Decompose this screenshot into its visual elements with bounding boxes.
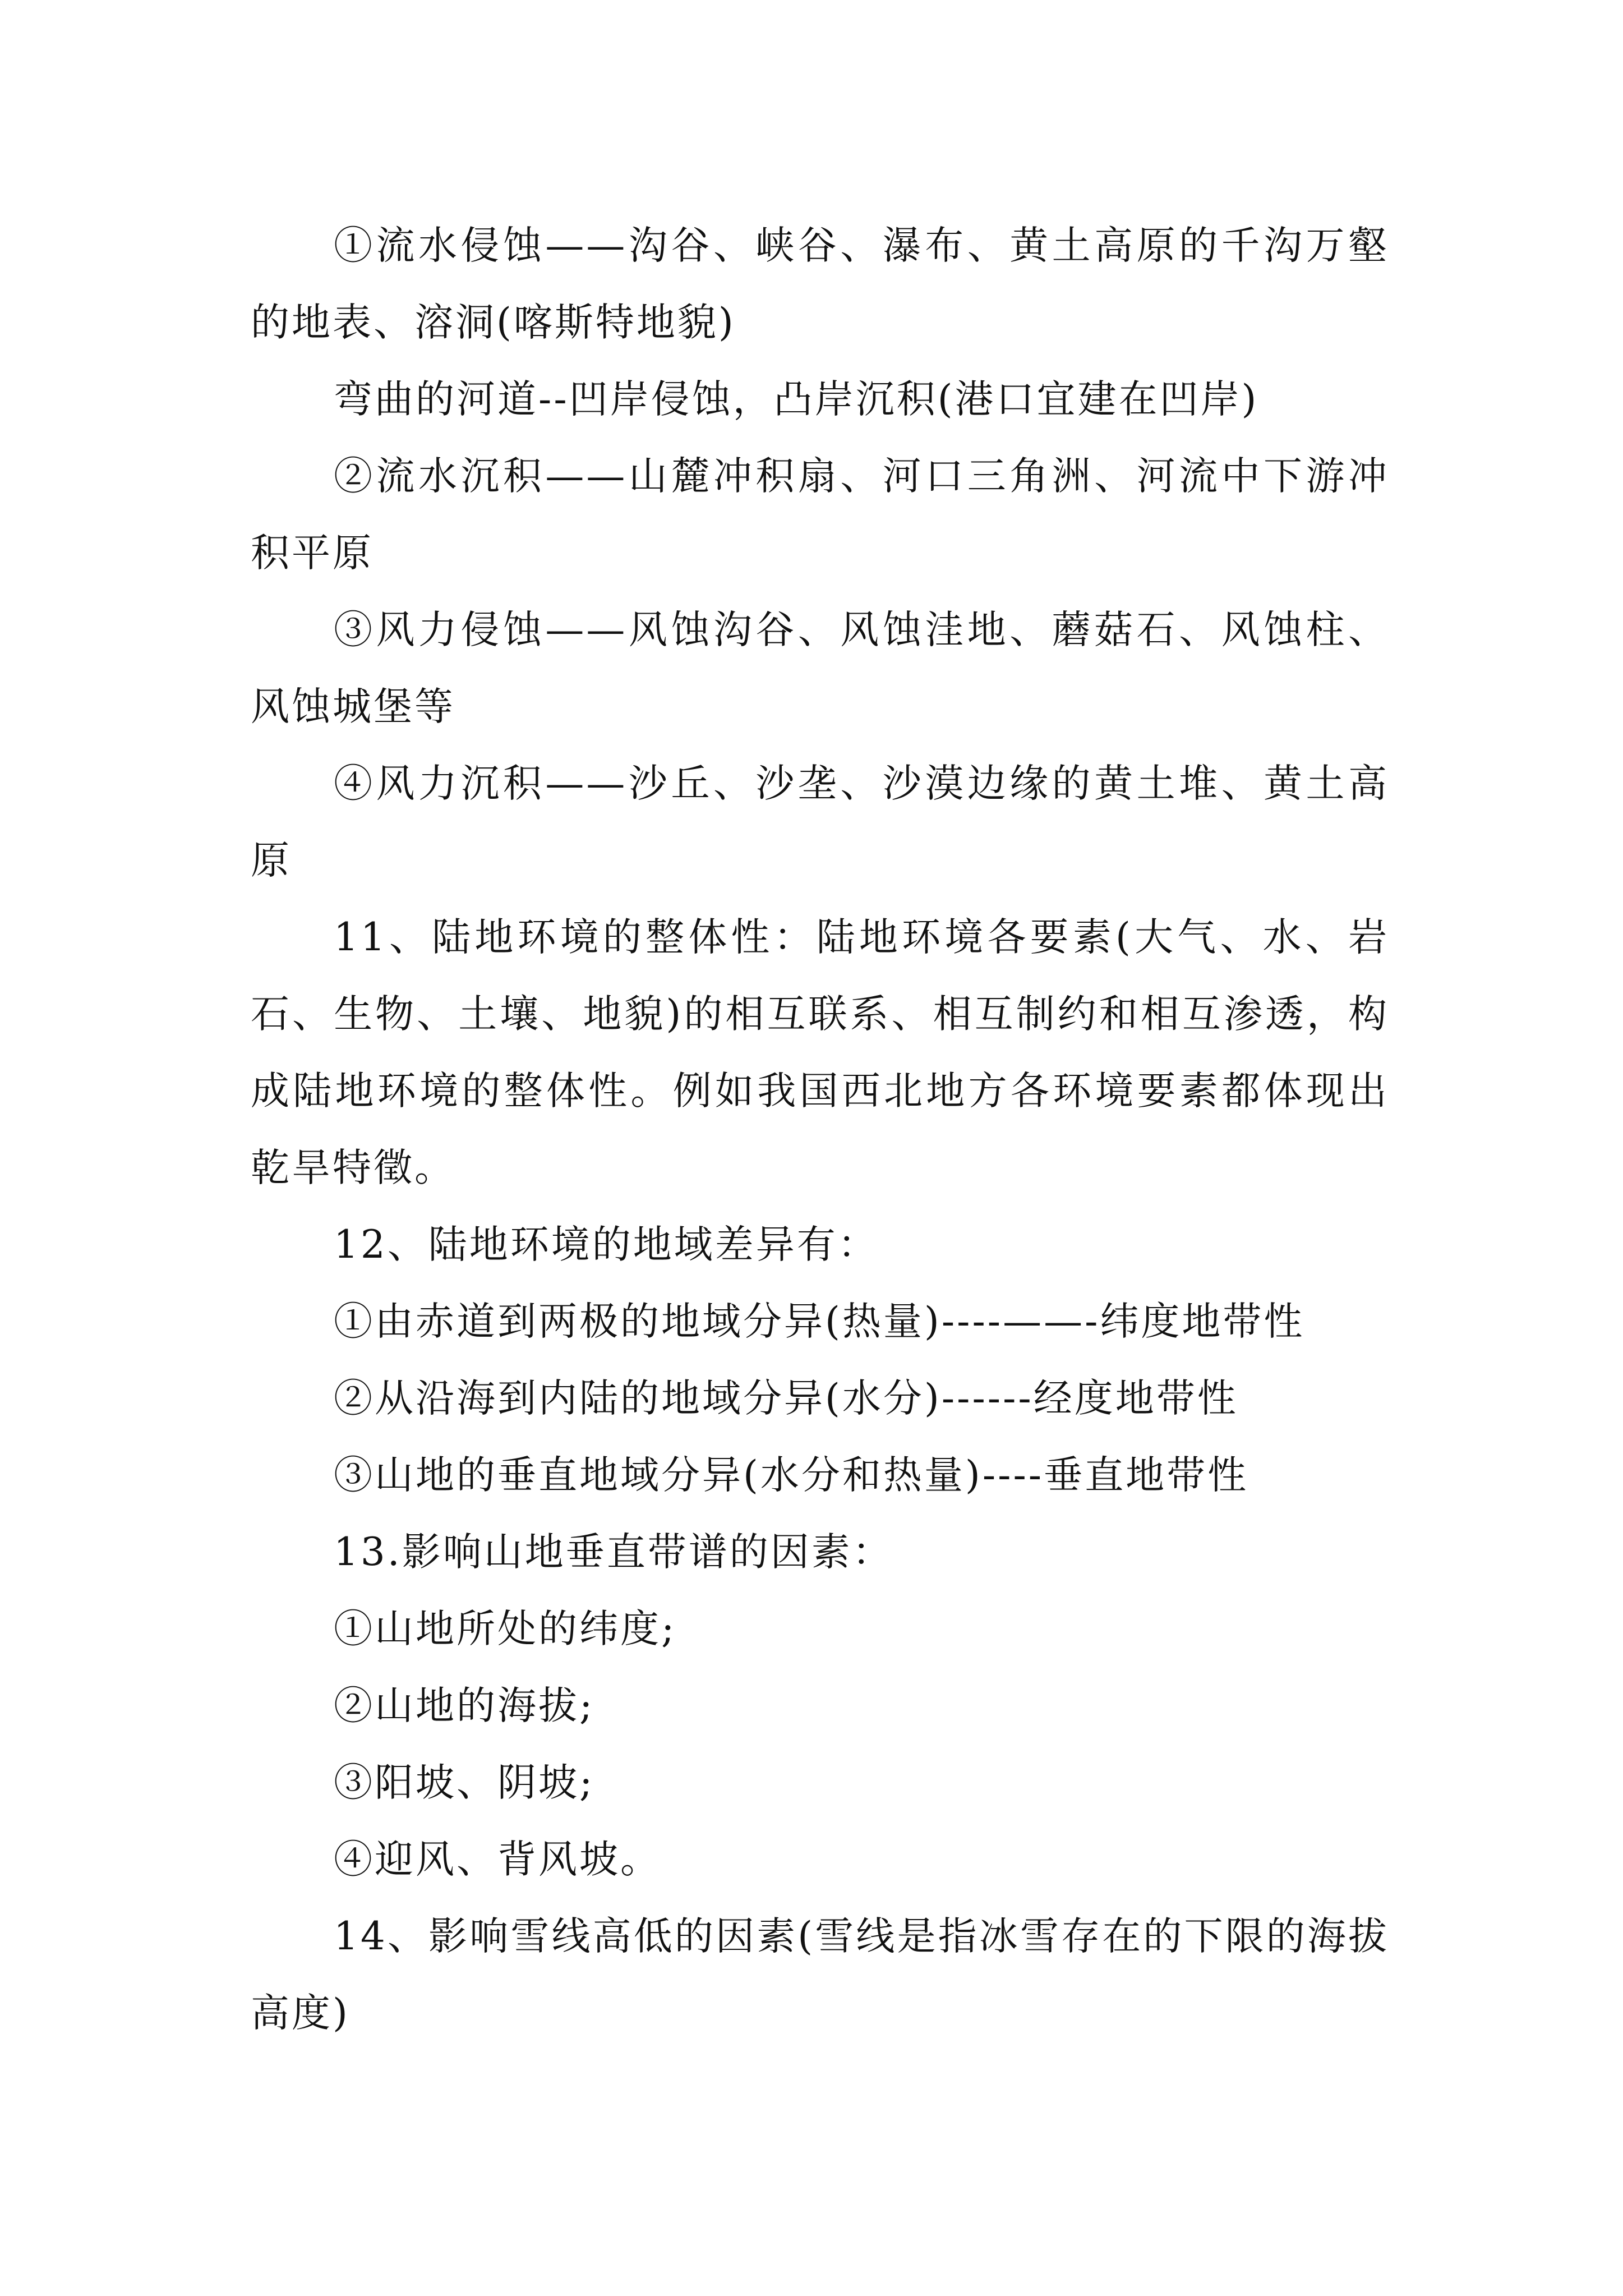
paragraph-meandering-river: 弯曲的河道--凹岸侵蚀，凸岸沉积(港口宜建在凹岸) <box>334 377 1259 422</box>
paragraph-item-11-integrity: 11、陆地环境的整体性：陆地环境各要素(大气、水、岩石、生物、土壤、地貌)的相互联系、相互制约和相互渗透，构成陆地环境的整体性。例如我国西北地方各环境要素都体现出乾旱特徵。 <box>251 915 1389 1190</box>
paragraph-factor-latitude: ①山地所处的纬度; <box>334 1607 677 1651</box>
paragraph-wind-erosion: ③风力侵蚀——风蚀沟谷、风蚀洼地、蘑菇石、风蚀柱、风蚀城堡等 <box>251 608 1389 729</box>
paragraph-fluvial-erosion: ①流水侵蚀——沟谷、峡谷、瀑布、黄土高原的千沟万壑的地表、溶洞(喀斯特地貌) <box>251 223 1389 345</box>
paragraph-item-12-heading: 12、陆地环境的地域差异有： <box>334 1222 879 1267</box>
paragraph-item-13-heading: 13.影响山地垂直带谱的因素： <box>334 1530 893 1575</box>
paragraph-factor-altitude: ②山地的海拔; <box>334 1683 595 1728</box>
paragraph-longitudinal-zonality: ②从沿海到内陆的地域分异(水分)------经度地带性 <box>334 1376 1238 1421</box>
paragraph-fluvial-deposition: ②流水沉积——山麓冲积扇、河口三角洲、河流中下游冲积平原 <box>251 454 1389 576</box>
document-body <box>251 208 1389 2052</box>
paragraph-latitudinal-zonality: ①由赤道到两极的地域分异(热量)----——-纬度地带性 <box>334 1299 1305 1344</box>
paragraph-vertical-zonality: ③山地的垂直地域分异(水分和热量)----垂直地带性 <box>334 1453 1249 1498</box>
paragraph-wind-deposition: ④风力沉积——沙丘、沙垄、沙漠边缘的黄土堆、黄土高原 <box>251 761 1389 883</box>
paragraph-factor-slope-aspect: ③阳坡、阴坡; <box>334 1760 595 1805</box>
paragraph-item-14-snowline: 14、影响雪线高低的因素(雪线是指冰雪存在的下限的海拔高度) <box>251 1914 1389 2036</box>
paragraph-factor-windward: ④迎风、背风坡。 <box>334 1837 661 1882</box>
